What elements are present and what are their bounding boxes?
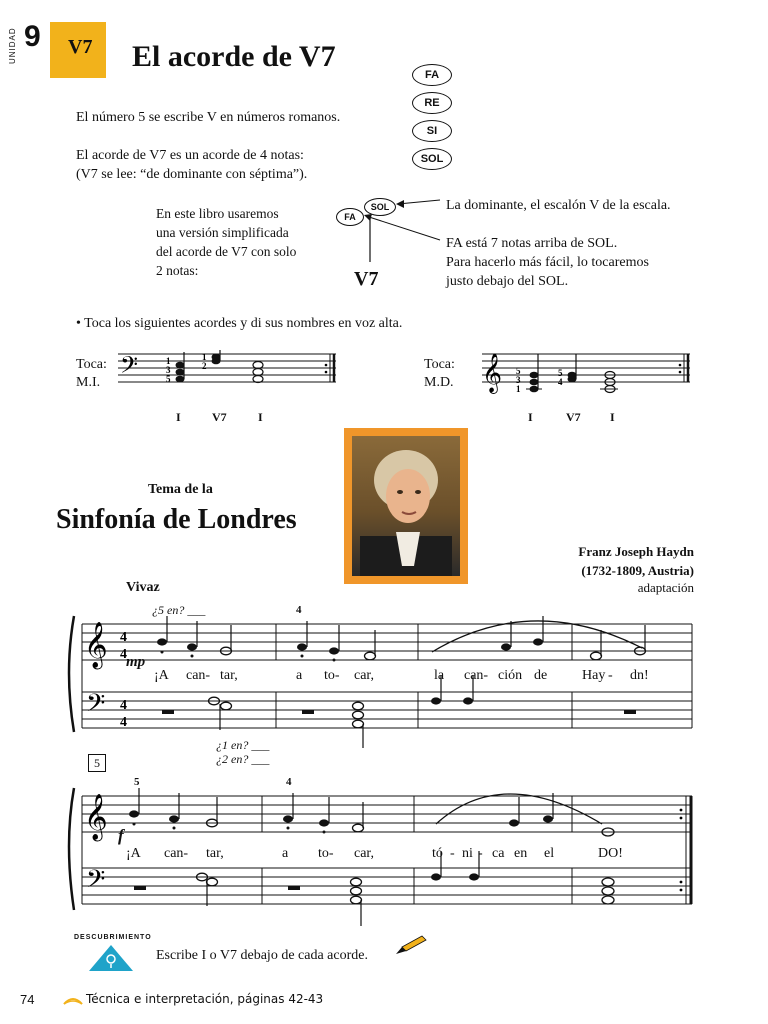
book-icon: [62, 992, 84, 1006]
lyric: -: [478, 846, 483, 861]
lyric: DO!: [598, 846, 623, 861]
lyric: -: [450, 846, 455, 861]
intro-line-2: El acorde de V7 es un acorde de 4 notas:: [76, 148, 304, 163]
lyric: a: [282, 846, 289, 861]
svg-text:4: 4: [120, 715, 127, 730]
label-line: M.D.: [424, 375, 454, 390]
svg-text:3: 3: [516, 375, 521, 385]
finger-question: ¿5 en? ___: [152, 603, 206, 617]
svg-text:3: 3: [166, 365, 171, 375]
lyric: a: [296, 668, 303, 683]
lyric: tar,: [220, 668, 238, 683]
roman-numeral: I: [176, 410, 181, 424]
diagram-sol-oval: SOL: [364, 198, 396, 216]
note-oval: SOL: [412, 148, 452, 170]
instruction-text: Toca los siguientes acordes y di sus nombres en voz alta.: [84, 316, 403, 331]
finger-question: ¿2 en? ___: [216, 752, 270, 766]
left-hand-label: [76, 356, 107, 392]
diagram-fa-oval: FA: [336, 208, 364, 226]
lyric: can-: [464, 668, 489, 683]
roman-numeral: V7: [212, 410, 227, 424]
note-oval: FA: [412, 64, 452, 86]
explanation-line: FA está 7 notas arriba de SOL.: [446, 236, 618, 251]
note-oval: RE: [412, 92, 452, 114]
lyric: de: [534, 668, 548, 683]
dominant-note: La dominante, el escalón V de la escala.: [446, 198, 671, 213]
right-hand-staff: [482, 350, 696, 400]
portrait-image: [352, 436, 460, 576]
simplified-explanation: [156, 204, 296, 280]
song-title: Sinfonía de Londres: [56, 504, 297, 535]
finger-number: 4: [296, 604, 302, 616]
discovery-text: Escribe I o V7 debajo de cada acorde.: [156, 948, 368, 963]
lyric: dn!: [630, 668, 649, 683]
lyric: en: [514, 846, 528, 861]
intro-line-3: (V7 se lee: “de dominante con séptima”).: [76, 167, 308, 182]
lyric: tó: [432, 846, 443, 861]
left-hand-staff: [118, 350, 344, 390]
svg-text:4: 4: [120, 630, 127, 645]
svg-text:𝄞: 𝄞: [84, 622, 108, 668]
lyric: la: [434, 668, 445, 683]
chord-badge-text: V7: [68, 36, 93, 58]
lyric: ni: [462, 846, 473, 861]
composer-dates: (1732-1809, Austria): [581, 563, 694, 578]
svg-text:5: 5: [516, 366, 521, 376]
explanation-line: del acorde de V7 con solo: [156, 244, 297, 259]
adaptation-note: adaptación: [637, 580, 694, 595]
svg-text:𝄞: 𝄞: [84, 794, 108, 840]
explanation-line: Para hacerlo más fácil, lo tocaremos: [446, 255, 649, 270]
lyric: -: [608, 668, 613, 683]
finger-question: ¿1 en? ___: [216, 738, 270, 752]
lyric: can-: [186, 668, 211, 683]
right-hand-label: [424, 356, 455, 392]
note-oval: SI: [412, 120, 452, 142]
svg-text:1: 1: [166, 356, 171, 366]
label-line: M.I.: [76, 375, 101, 390]
finger-number: 4: [286, 776, 292, 788]
roman-numeral: V7: [566, 410, 581, 424]
lyric: ca: [492, 846, 505, 861]
roman-numeral: I: [258, 410, 263, 424]
unit-number: 9: [24, 20, 41, 53]
roman-numeral: I: [610, 410, 615, 424]
lyric: tar,: [206, 846, 224, 861]
svg-text:1: 1: [202, 352, 207, 362]
lyric: Hay: [582, 668, 606, 683]
explanation-line: justo debajo del SOL.: [446, 274, 569, 289]
song-subtitle: Tema de la: [148, 482, 213, 497]
lyric: ¡A: [126, 846, 141, 861]
chord-note-stack: [412, 64, 456, 176]
lyric: ción: [498, 668, 523, 683]
svg-text:𝄢: 𝄢: [86, 689, 106, 724]
lyric: to-: [318, 846, 334, 861]
explanation-line: En este libro usaremos: [156, 206, 279, 221]
dynamic-marking: mp: [126, 654, 146, 670]
footer-reference: Técnica e interpretación, páginas 42-43: [86, 992, 324, 1006]
label-line: Toca:: [424, 357, 455, 372]
finger-number: 5: [134, 776, 140, 788]
dynamic-marking: f: [118, 826, 124, 845]
discovery-label: DESCUBRIMIENTO: [74, 934, 152, 941]
unit-label: UNIDAD: [8, 27, 17, 64]
diagram-label: V7: [354, 268, 379, 290]
explanation-line: 2 notas:: [156, 263, 199, 278]
svg-text:𝄞: 𝄞: [482, 353, 503, 393]
svg-text:2: 2: [202, 361, 207, 371]
tempo-marking: Vivaz: [126, 580, 160, 595]
lightbulb-icon: [88, 944, 134, 972]
svg-text:5: 5: [558, 368, 563, 378]
roman-numeral: I: [528, 410, 533, 424]
measure-number: 5: [88, 754, 106, 772]
lyric: car,: [354, 846, 375, 861]
portrait-figure: [352, 436, 460, 576]
svg-text:1: 1: [516, 384, 521, 394]
page-number: 74: [20, 992, 35, 1007]
lyric: can-: [164, 846, 189, 861]
fa-explanation: [446, 234, 649, 291]
diagram-lines: [330, 188, 450, 268]
lyric: ¡A: [154, 668, 169, 683]
svg-text:4: 4: [120, 647, 127, 662]
lyric: el: [544, 846, 555, 861]
svg-text:5: 5: [166, 374, 171, 384]
composer-name: Franz Joseph Haydn: [578, 544, 694, 559]
page-title: El acorde de V7: [132, 40, 336, 73]
svg-text:4: 4: [120, 698, 127, 713]
pencil-icon: [392, 934, 430, 958]
svg-text:𝄢: 𝄢: [86, 865, 106, 900]
lyric: to-: [324, 668, 340, 683]
lyric: car,: [354, 668, 375, 683]
intro-line-1: El número 5 se escribe V en números romanos.: [76, 110, 341, 125]
explanation-line: una versión simplificada: [156, 225, 289, 240]
label-line: Toca:: [76, 357, 107, 372]
svg-text:𝄢: 𝄢: [120, 351, 139, 384]
chord-badge: [50, 22, 106, 78]
composer-portrait: [344, 428, 468, 584]
instruction: • Toca los siguientes acordes y di sus nombres en voz alta.: [76, 316, 403, 331]
svg-text:4: 4: [558, 377, 563, 387]
